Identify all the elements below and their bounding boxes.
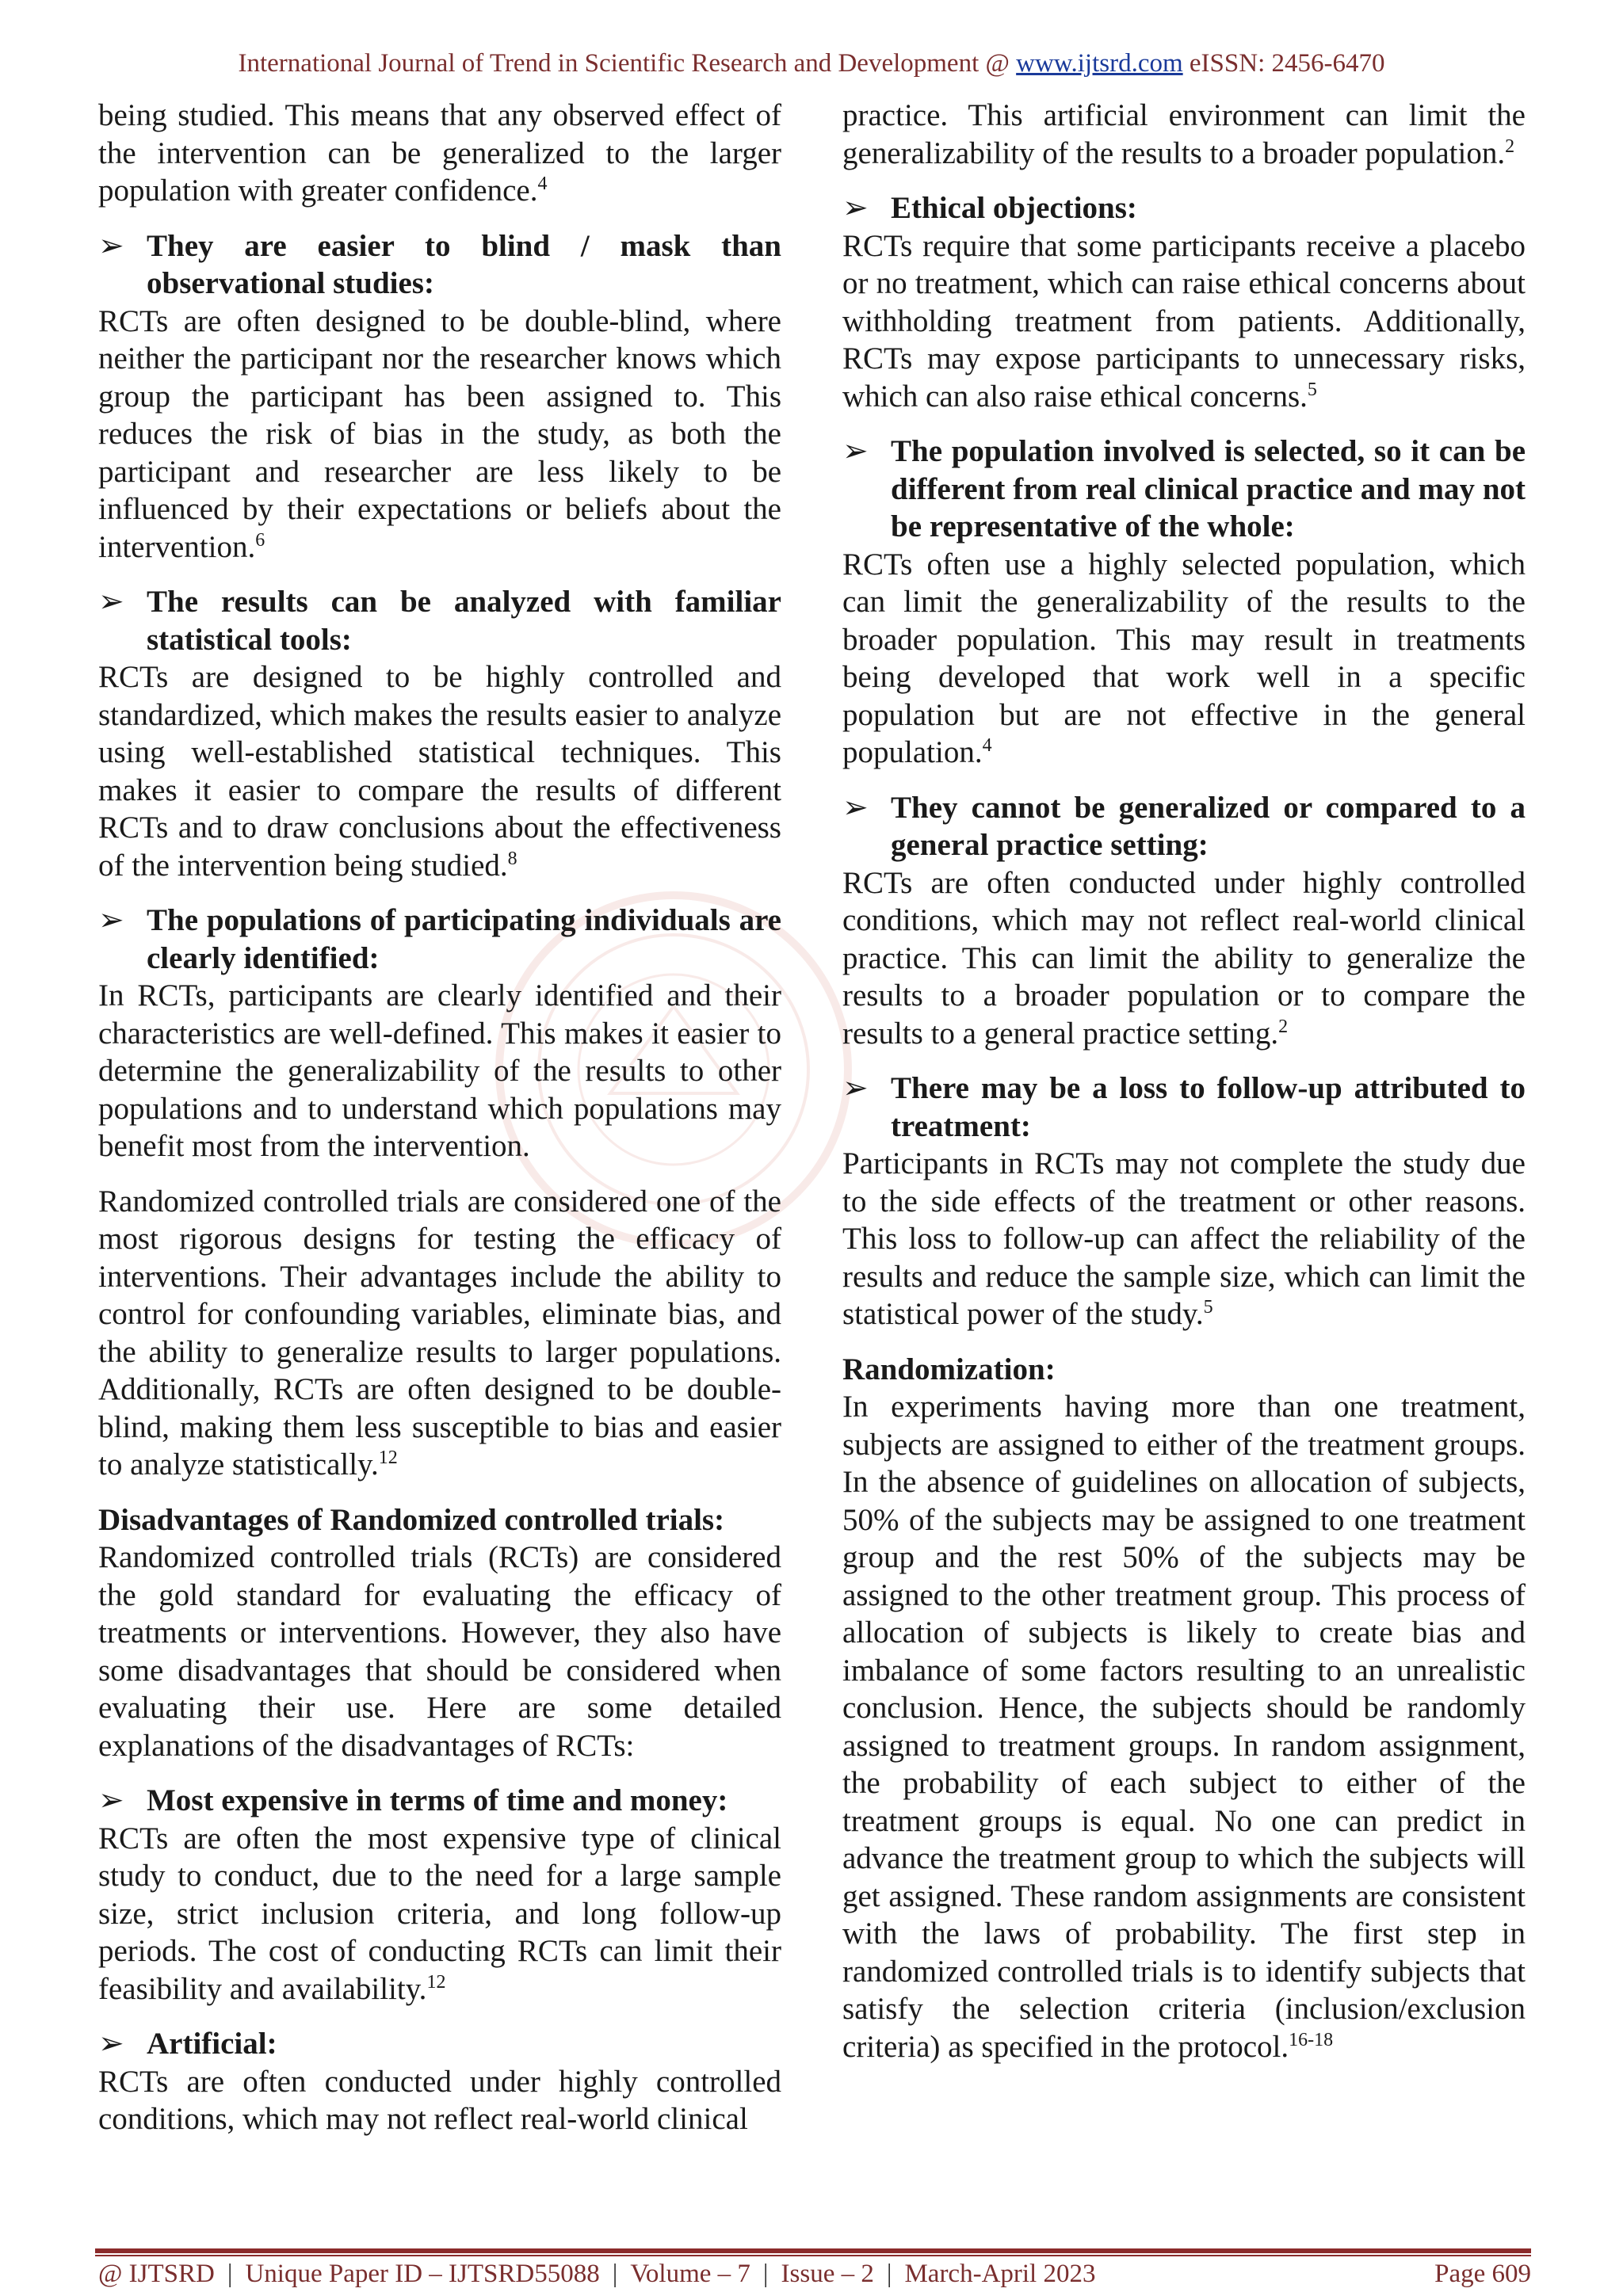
paragraph: RCTs are often designed to be double-blind, where neither the participant nor the researcher knows which group the participant has been assigned to. This reduces the risk of bias in the study, as both the participant and researcher are less likely to be influenced by their expectations or beliefs about the intervention.$^6$ bbox=[98, 303, 781, 564]
running-header bbox=[0, 49, 1623, 78]
left-column bbox=[98, 97, 781, 2138]
arrow-bullet-icon: ➢ bbox=[98, 2027, 124, 2061]
bullet-heading: ➢ The populations of participating individuals are clearly identified: bbox=[98, 903, 781, 975]
footer-volume: Volume – 7 bbox=[630, 2259, 750, 2288]
issn: eISSN: 2456-6470 bbox=[1182, 49, 1385, 78]
footer-divider bbox=[95, 2248, 1531, 2253]
arrow-bullet-icon: ➢ bbox=[98, 903, 124, 937]
reference-citation: 12 bbox=[426, 1971, 446, 1993]
paragraph: RCTs are designed to be highly controlled and standardized, which makes the results easier to analyze using well-established statistical techniques. This makes it easier to compare the results of different RCTs and to draw conclusions about the effectiveness of the intervention being studied.$^8$ bbox=[98, 660, 781, 883]
paragraph: In RCTs, participants are clearly identified and their characteristics are well-defined. This makes it easier to determine the generalizability of the results to other populations and to understand which populations may benefit most from the intervention. bbox=[98, 978, 781, 1163]
reference-citation: 6 bbox=[255, 529, 265, 551]
section-heading-randomization: Randomization: bbox=[842, 1352, 1056, 1386]
arrow-bullet-icon: ➢ bbox=[842, 191, 869, 225]
bullet-heading: ➢ There may be a loss to follow-up attributed to treatment: bbox=[842, 1071, 1526, 1143]
paragraph: RCTs are often conducted under highly controlled conditions, which may not reflect real-world clinical practice. This can limit the ability to generalize the results to a broader population or to compare the results to a general practice setting.$^2$ bbox=[842, 865, 1526, 1051]
reference-citation: 12 bbox=[378, 1447, 398, 1468]
reference-citation: 2 bbox=[1278, 1016, 1289, 1037]
arrow-bullet-icon: ➢ bbox=[842, 434, 869, 468]
footer-separator: | bbox=[886, 2259, 892, 2288]
arrow-bullet-icon: ➢ bbox=[98, 585, 124, 619]
paragraph: Participants in RCTs may not complete the study due to the side effects of the treatment or other reasons. This loss to follow-up can affect the reliability of the results and reduce the sample size, which can limit the statistical power of the study.$^5$ bbox=[842, 1146, 1526, 1331]
page-number: Page 609 bbox=[1434, 2259, 1531, 2288]
paragraph: being studied. This means that any observed effect of the intervention can be generalized to the larger population with greater confidence.$^4$ bbox=[98, 98, 781, 208]
reference-citation: 4 bbox=[982, 735, 992, 756]
footer-separator: | bbox=[612, 2259, 618, 2288]
bullet-heading: ➢ They are easier to blind / mask than observational studies: bbox=[98, 228, 781, 300]
arrow-bullet-icon: ➢ bbox=[98, 1783, 124, 1817]
reference-citation: 4 bbox=[537, 174, 548, 194]
reference-citation: 5 bbox=[1203, 1297, 1213, 1318]
bullet-heading: ➢ They cannot be generalized or compared to a general practice setting: bbox=[842, 790, 1526, 862]
arrow-bullet-icon: ➢ bbox=[98, 228, 124, 263]
paragraph: practice. This artificial environment can limit the generalizability of the results to a broader population.$^2$ bbox=[842, 98, 1526, 170]
bullet-heading: ➢ Ethical objections: bbox=[842, 189, 1526, 227]
footer-paper-id: Unique Paper ID – IJTSRD55088 bbox=[245, 2259, 600, 2288]
reference-citation: 8 bbox=[507, 848, 517, 869]
arrow-bullet-icon: ➢ bbox=[842, 790, 869, 825]
paragraph: Randomized controlled trials are considered one of the most rigorous designs for testing the efficacy of interventions. Their advantages include the ability to control for confounding variables, eliminate bias, and the ability to generalize results to larger populations. Additionally, RCTs are often designed to be double-blind, making them less susceptible to bias and easier to analyze statistically.$^{12}$ bbox=[98, 1184, 781, 1482]
journal-url-link[interactable]: www.ijtsrd.com bbox=[1016, 49, 1183, 78]
arrow-bullet-icon: ➢ bbox=[842, 1071, 869, 1105]
section-heading-disadvantages: Disadvantages of Randomized controlled trials: bbox=[98, 1502, 725, 1537]
reference-citation: 5 bbox=[1307, 379, 1317, 400]
paragraph: RCTs require that some participants receive a placebo or no treatment, which can raise ethical concerns about withholding treatment from patients. Additionally, RCTs may expose participants to unnecessary risks, which can also raise ethical concerns.$^5$ bbox=[842, 228, 1526, 414]
reference-citation: 16-18 bbox=[1289, 2029, 1334, 2050]
bullet-heading: ➢ Artificial: bbox=[98, 2025, 781, 2063]
paragraph: RCTs often use a highly selected population, which can limit the generalizability of the results to the broader population. This may result in treatments being developed that work well in a specific population but are not effective in the general population.$^4$ bbox=[842, 547, 1526, 769]
reference-citation: 2 bbox=[1505, 135, 1515, 157]
running-footer bbox=[98, 2256, 1531, 2291]
paragraph: RCTs are often the most expensive type of clinical study to conduct, due to the need for a large sample size, strict inclusion criteria, and long follow-up periods. The cost of conducting RCTs can limit their feasibility and availability.$^{12}$ bbox=[98, 1821, 781, 2006]
footer-separator: | bbox=[227, 2259, 233, 2288]
paragraph: In experiments having more than one treatment, subjects are assigned to either of the treatment groups. In the absence of guidelines on allocation of subjects, 50% of the subjects may be assigned to one treatment group and the rest 50% of the subjects may be assigned to the other treatment group. This process of allocation of subjects is likely to create bias and imbalance of some factors resulting to an unrealistic conclusion. Hence, the subjects should be randomly assigned to treatment groups. In random assignment, the probability of each subject to either of the treatment groups is equal. No one can predict in advance the treatment group to which the subjects will get assigned. These random assignments are consistent with the laws of probability. The first step in randomized controlled trials is to identify subjects that satisfy the selection criteria (inclusion/exclusion criteria) as specified in the protocol.$^{16-18}$ bbox=[842, 1390, 1526, 2064]
bullet-heading: ➢ The results can be analyzed with familiar statistical tools: bbox=[98, 585, 781, 657]
paragraph: Randomized controlled trials (RCTs) are considered the gold standard for evaluating the efficacy of treatments or interventions. However, they also have some disadvantages that should be considered when evaluating their use. Here are some detailed explanations of the disadvantages of RCTs: bbox=[98, 1540, 781, 1763]
paragraph: RCTs are often conducted under highly controlled conditions, which may not reflect real-world clinical bbox=[98, 2064, 781, 2136]
bullet-heading: ➢ The population involved is selected, so it can be different from real clinical practice and may not be representative of the whole: bbox=[842, 434, 1526, 543]
footer-separator: | bbox=[762, 2259, 769, 2288]
footer-date: March-April 2023 bbox=[904, 2259, 1096, 2288]
right-column bbox=[842, 97, 1526, 2065]
footer-journal: @ IJTSRD bbox=[98, 2259, 215, 2288]
bullet-heading: ➢ Most expensive in terms of time and money: bbox=[98, 1782, 781, 1820]
journal-title: International Journal of Trend in Scientific Research and Development @ bbox=[238, 49, 1017, 78]
footer-issue: Issue – 2 bbox=[781, 2259, 874, 2288]
